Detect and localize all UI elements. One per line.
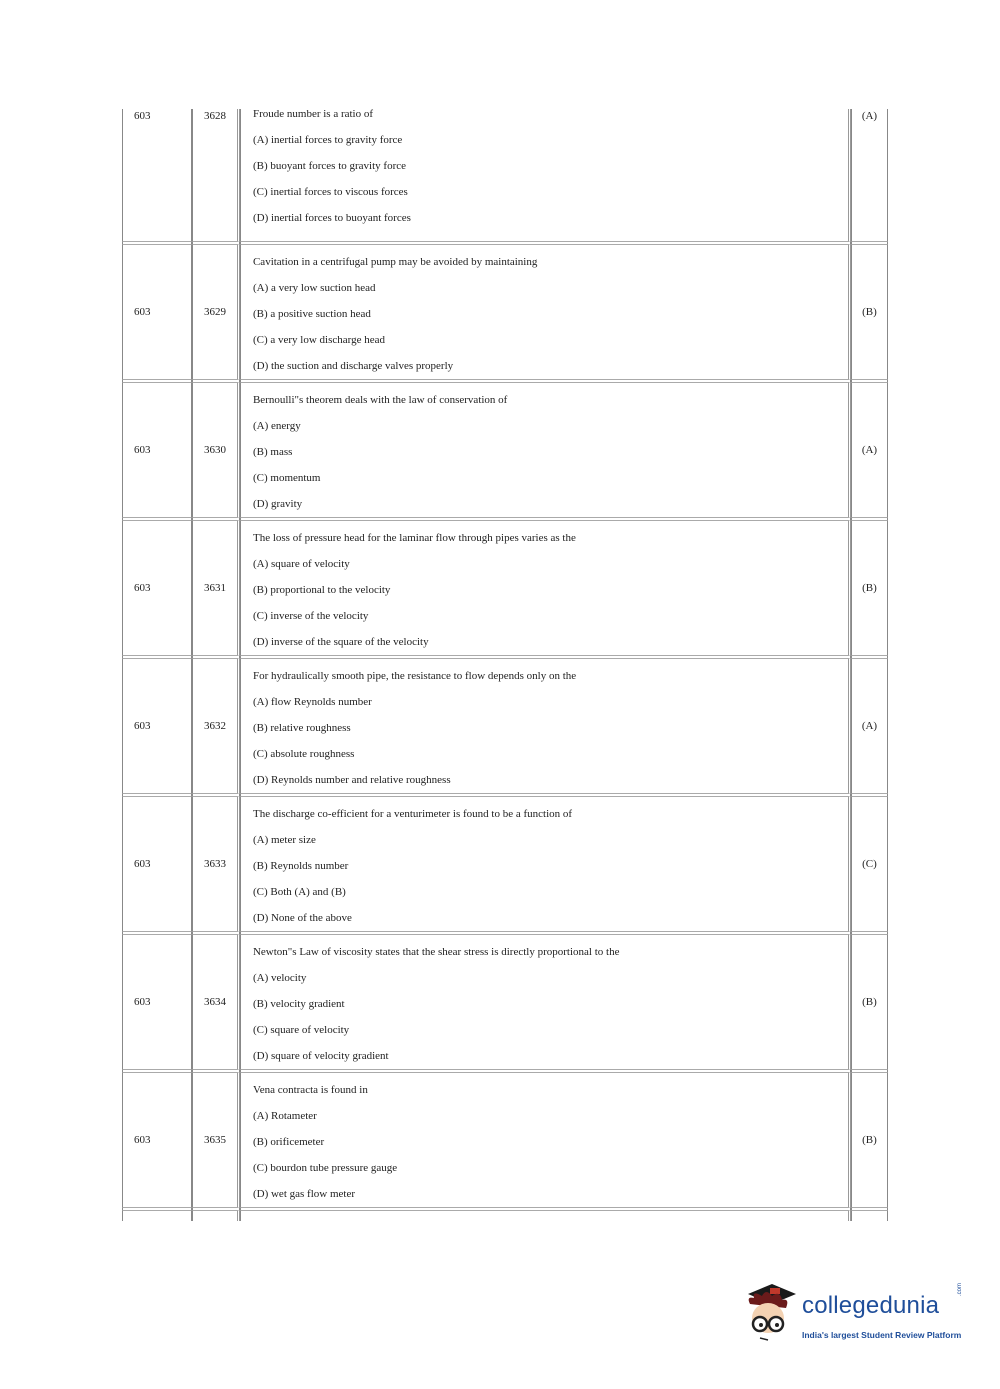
question-id: 3635 [192, 1072, 240, 1208]
question-table-body [122, 109, 888, 1221]
question-id: 3628 [192, 109, 240, 242]
mascot-icon [740, 1282, 800, 1348]
answer-key: (B) [851, 1072, 888, 1208]
option-text: (C) inertial forces to viscous forces [252, 186, 408, 198]
question-text: Bernoulli"s theorem deals with the law of conservation of [252, 394, 508, 406]
answer-key: (A) [851, 109, 888, 242]
option-text: (C) square of velocity [252, 1024, 350, 1036]
option-text: (D) the suction and discharge valves properly [252, 360, 454, 372]
answer-key: (B) [851, 520, 888, 656]
table-continuation-row [122, 1210, 888, 1221]
option-text: (A) meter size [252, 834, 316, 846]
question-content [253, 1073, 848, 1207]
question-row [122, 658, 888, 794]
question-cell [240, 109, 851, 242]
question-content [253, 245, 848, 379]
question-text: Cavitation in a centrifugal pump may be avoided by maintaining [252, 256, 538, 268]
question-content [253, 797, 848, 931]
answer-key: (A) [851, 658, 888, 794]
option-text: (C) a very low discharge head [252, 334, 386, 346]
question-row [122, 934, 888, 1070]
option-text: (D) wet gas flow meter [252, 1188, 355, 1200]
question-cell [240, 796, 851, 932]
option-text: (A) velocity [252, 972, 307, 984]
option-text: (A) inertial forces to gravity force [252, 134, 403, 146]
question-table [122, 109, 888, 1221]
option-text: (A) energy [252, 420, 301, 432]
logo-tagline: India's largest Student Review Platform [802, 1330, 962, 1340]
option-text: (B) velocity gradient [252, 998, 345, 1010]
question-cell [240, 658, 851, 794]
question-text: Vena contracta is found in [252, 1084, 368, 1096]
option-text: (D) inverse of the square of the velocity [252, 636, 429, 648]
question-cell [240, 520, 851, 656]
question-row [122, 382, 888, 518]
question-id: 3630 [192, 382, 240, 518]
question-row [122, 796, 888, 932]
option-text: (D) square of velocity gradient [252, 1050, 389, 1062]
option-text: (D) inertial forces to buoyant forces [252, 212, 411, 224]
question-id: 3629 [192, 244, 240, 380]
option-text: (C) Both (A) and (B) [252, 886, 346, 898]
question-row [122, 109, 888, 242]
question-content [253, 383, 848, 517]
question-text: The loss of pressure head for the laminar flow through pipes varies as the [252, 532, 576, 544]
subject-code: 603 [122, 658, 192, 794]
question-id: 3631 [192, 520, 240, 656]
question-text: Newton"s Law of viscosity states that the shear stress is directly proportional to the [252, 946, 620, 958]
collegedunia-logo[interactable] [740, 1282, 970, 1352]
question-text: For hydraulically smooth pipe, the resistance to flow depends only on the [252, 670, 577, 682]
option-text: (A) Rotameter [252, 1110, 317, 1122]
question-row [122, 1072, 888, 1208]
question-cell [240, 1072, 851, 1208]
subject-code: 603 [122, 1072, 192, 1208]
option-text: (B) buoyant forces to gravity force [252, 160, 406, 172]
option-text: (C) momentum [252, 472, 321, 484]
question-cell [240, 934, 851, 1070]
option-text: (B) Reynolds number [252, 860, 349, 872]
question-content [253, 935, 848, 1069]
subject-code: 603 [122, 382, 192, 518]
option-text: (C) bourdon tube pressure gauge [252, 1162, 398, 1174]
question-row [122, 520, 888, 656]
subject-code: 603 [122, 109, 192, 242]
subject-code: 603 [122, 796, 192, 932]
question-id: 3632 [192, 658, 240, 794]
question-id: 3634 [192, 934, 240, 1070]
answer-key: (C) [851, 796, 888, 932]
question-text: The discharge co-efficient for a venturimeter is found to be a function of [252, 808, 573, 820]
question-content [253, 101, 848, 231]
question-cell [240, 382, 851, 518]
logo-com: .com [957, 1282, 963, 1296]
option-text: (D) Reynolds number and relative roughness [252, 774, 451, 786]
option-text: (B) proportional to the velocity [252, 584, 391, 596]
option-text: (A) square of velocity [252, 558, 350, 570]
question-text: Froude number is a ratio of [252, 108, 374, 120]
subject-code: 603 [122, 934, 192, 1070]
answer-key: (B) [851, 244, 888, 380]
option-text: (A) flow Reynolds number [252, 696, 372, 708]
option-text: (D) None of the above [252, 912, 352, 924]
answer-key: (B) [851, 934, 888, 1070]
option-text: (A) a very low suction head [252, 282, 376, 294]
logo-brand: collegedunia [802, 1292, 940, 1319]
option-text: (C) absolute roughness [252, 748, 355, 760]
option-text: (B) mass [252, 446, 293, 458]
option-text: (D) gravity [252, 498, 303, 510]
question-content [253, 521, 848, 655]
subject-code: 603 [122, 520, 192, 656]
option-text: (B) a positive suction head [252, 308, 371, 320]
question-row [122, 244, 888, 380]
subject-code: 603 [122, 244, 192, 380]
question-content [253, 659, 848, 793]
question-id: 3633 [192, 796, 240, 932]
option-text: (B) relative roughness [252, 722, 351, 734]
answer-key: (A) [851, 382, 888, 518]
option-text: (B) orificemeter [252, 1136, 325, 1148]
question-cell [240, 244, 851, 380]
option-text: (C) inverse of the velocity [252, 610, 369, 622]
